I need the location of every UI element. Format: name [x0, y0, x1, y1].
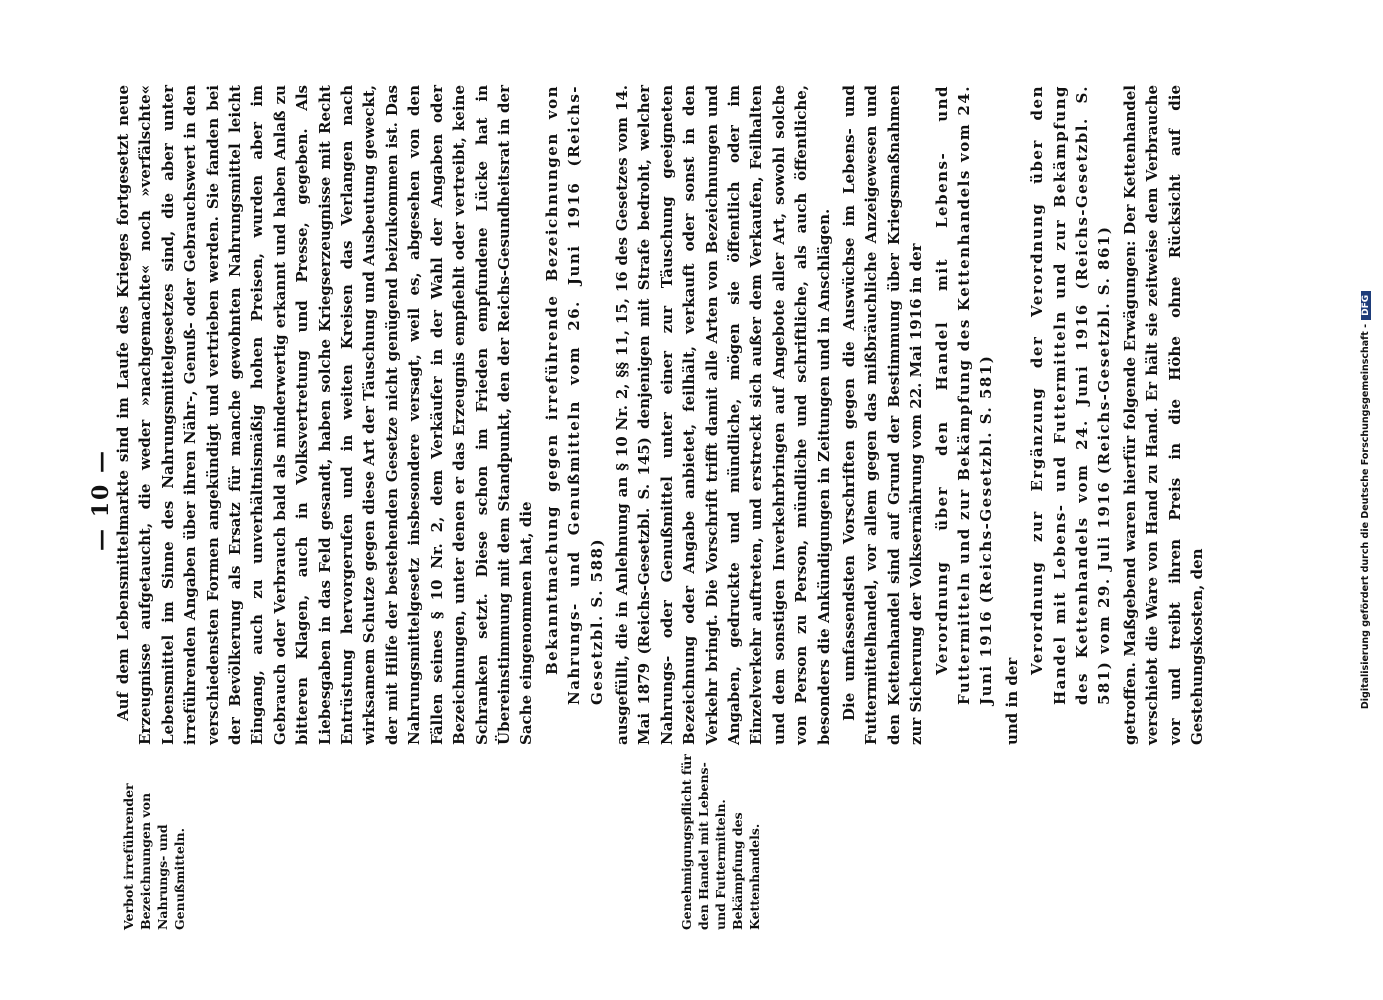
- heading-verordnung-handel: Verordnung über den Handel mit Lebens- und Futtermitteln und zur Bekämpfung des Kettenhandels vom 24. Juni 1916 (Reichs-Gesetzbl. S. 581): [932, 85, 996, 705]
- margin-note-irreführende-bezeichnungen: Verbot irreführender Bezeichnungen von Nahrungs- und Genußmitteln.: [121, 783, 187, 930]
- paragraph-und-in-der: und in der: [1002, 657, 1021, 745]
- page-number: — 10 —: [88, 449, 114, 551]
- paragraph-ausgefuellt: ausgefüllt, die in Anlehnung an § 10 Nr. 2, §§ 11, 15, 16 des Gesetzes vom 14. Mai 1879 (Reichs-Gesetzbl. S. 145) denjenigen mit Strafe bedroht, welcher Nahrungs- oder Genußmittel unter einer zur Täuschung geeigneten Bezeichnung oder Angabe anbietet, feilhält, verkauft oder sonst in den Verkehr bringt. Die Vorschrift trifft damit alle Arten von Bezeichnungen und Angaben, gedruckte und mündliche, mögen sie öffentlich oder im Einzelverkehr auftreten, und erstreckt sich außer dem Verkaufen, Feilhalten und dem sonstigen Inverkehrbringen auf Angebote aller Art, sowohl solche von Person zu Person, mündliche und schriftliche, als auch öffentliche, besonders die Ankündigungen in Zeitungen und in Anschlägen.: [612, 85, 833, 745]
- main-text: [112, 85, 1209, 745]
- heading-verordnung-ergaenzung: Verordnung zur Ergänzung der Verordnung über den Handel mit Lebens- und Futtermitteln und zur Bekämpfung des Kettenhandels vom 24. Juni 1916 (Reichs-Gesetzbl. S. 581) vom 29. Juli 1916 (Reichs-Gesetzbl. S. 861): [1028, 85, 1114, 705]
- digitization-credit: [1360, 0, 1371, 1000]
- paragraph-vorschriften: Die umfassendsten Vorschriften gegen die Auswüchse im Lebens- und Futtermittelhandel, vor allem gegen das mißbräuchliche Anzeigewesen und den Kettenhandel sind auf Grund der Bestimmung über Kriegsmaßnahmen zur Sicherung der Volksernährung vom 22. Mai 1916 in der: [840, 85, 926, 745]
- paragraph-getroffen: getroffen. Maßgebend waren hierfür folgende Erwägungen: Der Kettenhandel verschiebt die Ware von Hand zu Hand. Er hält sie zeitweise dem Verbrauche vor und treibt ihren Preis in die Höhe ohne Rücksicht auf die Gestehungskosten, den: [1120, 85, 1207, 745]
- heading-bekanntmachung: Bekanntmachung gegen irreführende Bezeichnungen von Nahrungs- und Genußmitteln vom 26. Juni 1916 (Reichs-Gesetzbl. S. 588): [542, 85, 606, 705]
- credit-text: Digitalisierung gefördert durch die Deutsche Forschungsgemeinschaft -: [1360, 323, 1371, 710]
- paragraph-lebensmittelmarkt: Auf dem Lebensmittelmarkte sind im Laufe des Krieges fortgesetzt neue Erzeugnisse aufgetaucht, die weder »nachgemachte« noch »verfälschte« Lebensmittel im Sinne des Nahrungsmittelgesetzes sind, die aber unter irreführenden Angaben über ihren Nähr-, Genuß- oder Gebrauchswert in den verschiedensten Formen angekündigt und vertrieben werden. Sie fanden bei der Bevölkerung als Ersatz für manche gewohnten Nahrungsmittel leicht Eingang, auch zu unverhältnismäßig hohen Preisen, wurden aber im Gebrauch oder Verbrauch bald als minderwertig erkannt und haben Anlaß zu bitteren Klagen, auch in Volksvertretung und Presse, gegeben. Als Liebesgaben in das Feld gesandt, haben solche Kriegserzeugnisse mit Recht Entrüstung hervorgerufen und in weiten Kreisen das Verlangen nach wirksamem Schutze gegen diese Art der Täuschung und Ausbeutung geweckt, der mit Hilfe der bestehenden Gesetze nicht genügend beizukommen ist. Das Nahrungsmittelgesetz insbesondere versagt, weil es, abgesehen von den Fällen seines § 10 Nr. 2, dem Verkäufer in der Wahl der Angaben oder Bezeichnungen, unter denen er das Erzeugnis empfiehlt oder vertreibt, keine Schranken setzt. Diese schon im Frieden empfundene Lücke hat in Übereinstimmung mit dem Standpunkt, den der Reichs-Gesundheitsrat in der Sache eingenommen hat, die: [114, 85, 536, 745]
- dfg-logo: DFG: [1361, 291, 1371, 320]
- margin-note-kettenhandel: Genehmigungspflicht für den Handel mit Lebens- und Futtermitteln. Bekämpfung des Kettenhandels.: [679, 754, 762, 930]
